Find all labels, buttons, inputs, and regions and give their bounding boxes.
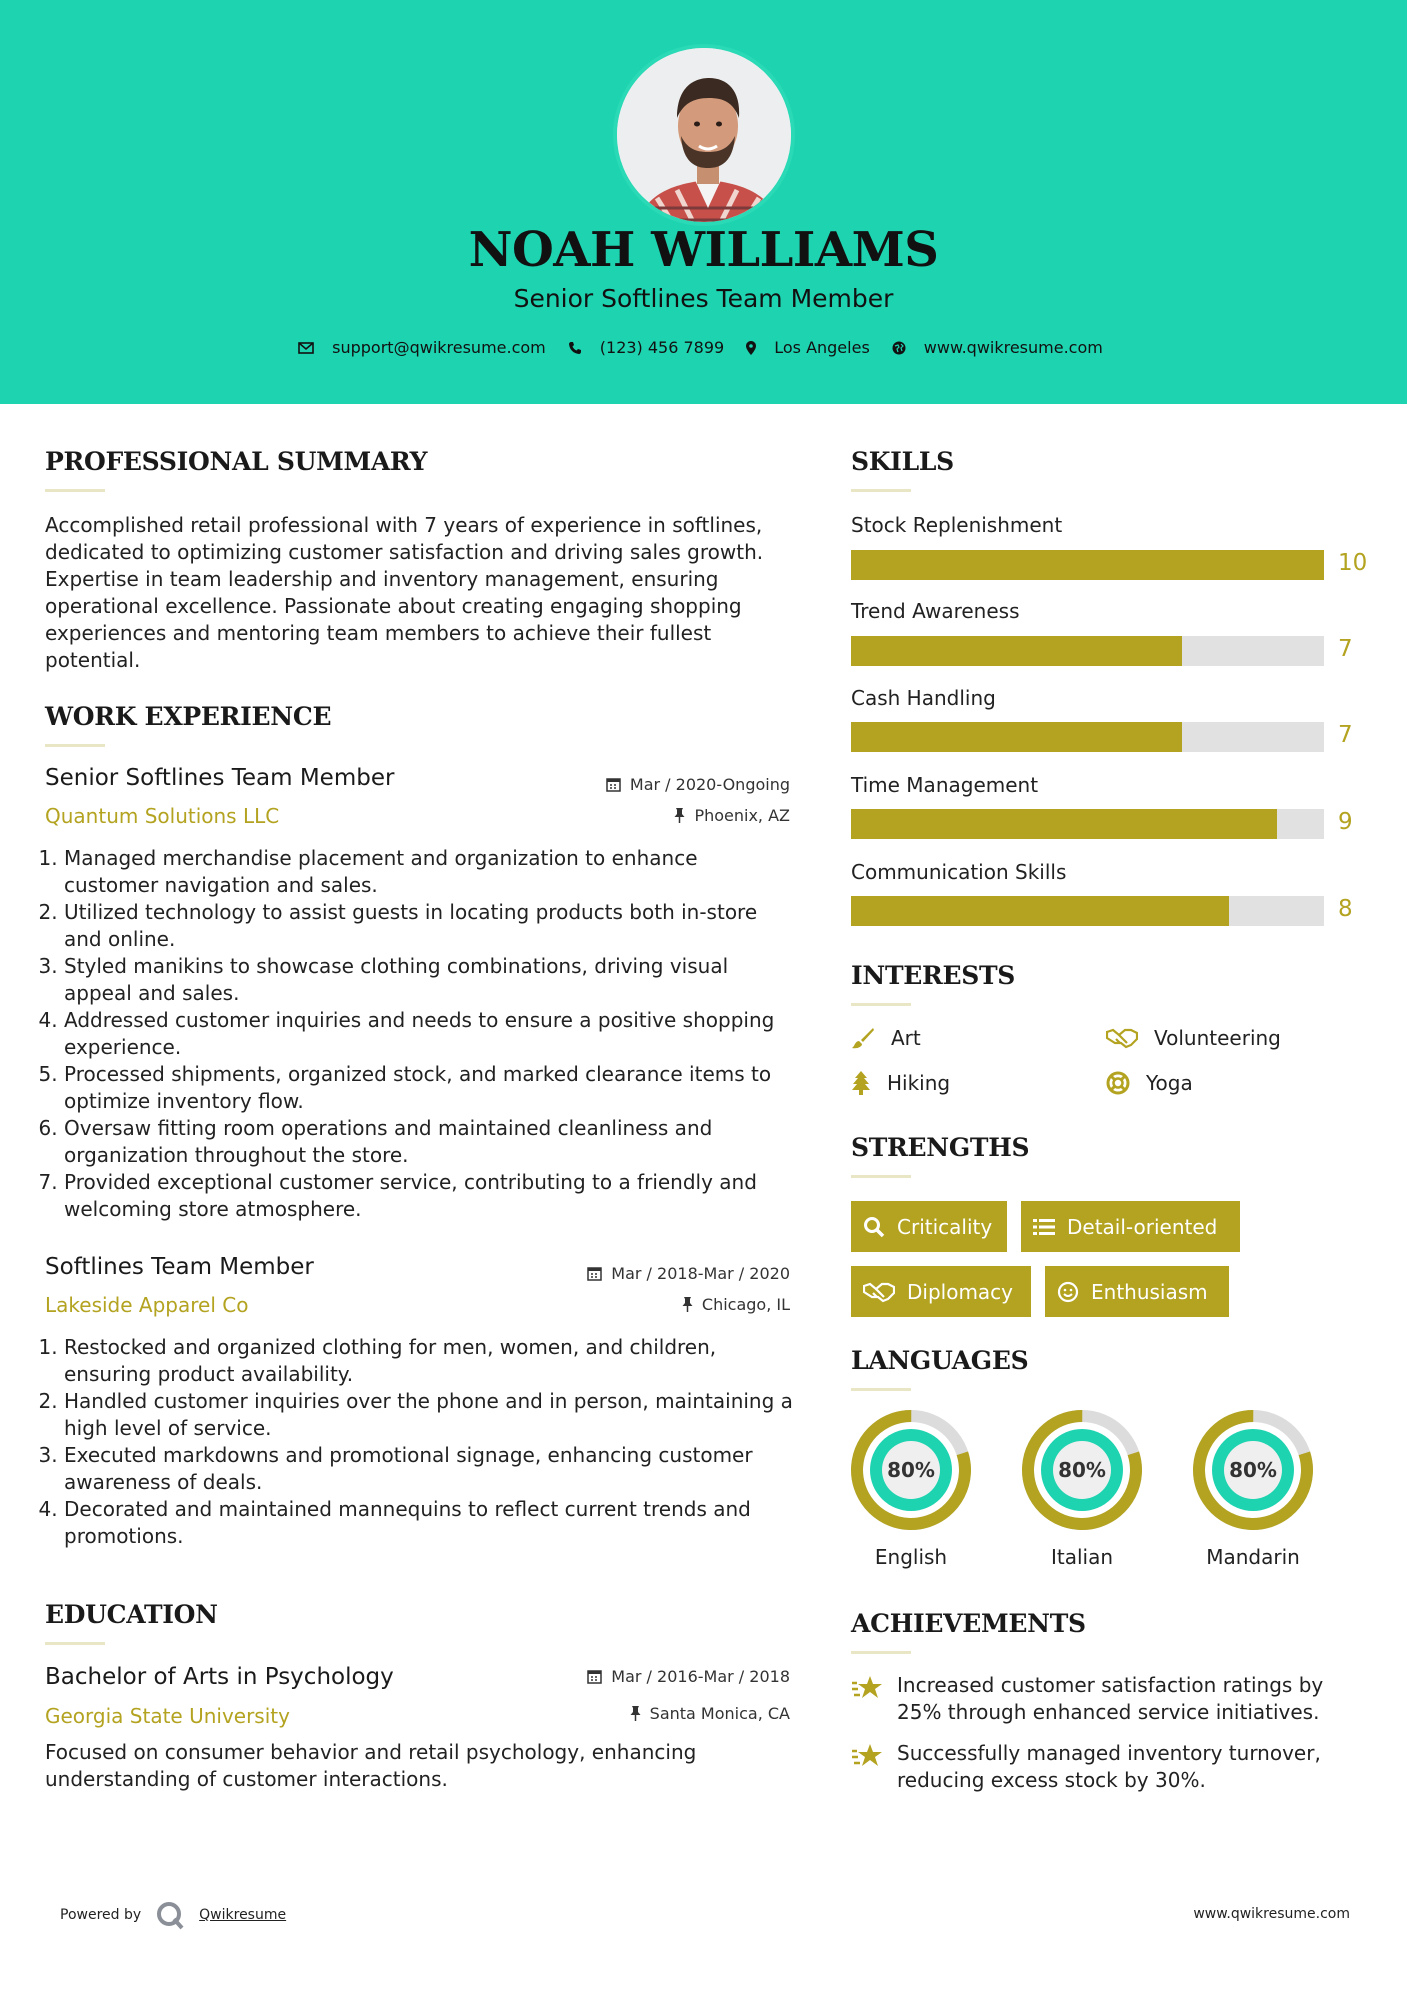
language-percent: 80%	[1229, 1458, 1277, 1482]
job-location: Chicago, IL	[682, 1295, 790, 1314]
skill-value: 7	[1338, 636, 1353, 662]
candidate-name: NOAH WILLIAMS	[468, 222, 939, 278]
experience-heading: WORK EXPERIENCE	[45, 702, 332, 731]
list-item: 4. Addressed customer inquiries and needs to ensure a positive shopping experience.	[64, 1007, 795, 1061]
interest-item: Volunteering	[1106, 1026, 1281, 1050]
education-location: Santa Monica, CA	[630, 1704, 790, 1723]
location-text: Los Angeles	[774, 338, 870, 357]
skill-bar-track	[851, 550, 1324, 580]
skill-bar-track	[851, 896, 1324, 926]
search-icon	[863, 1216, 885, 1238]
interest-item: Yoga	[1106, 1071, 1193, 1095]
interest-item: Hiking	[851, 1071, 950, 1095]
skill-bar-fill	[851, 809, 1277, 839]
skill-label: Time Management	[851, 773, 1039, 797]
language-name: Mandarin	[1206, 1545, 1300, 1569]
skill-label: Cash Handling	[851, 686, 996, 710]
language-gauge	[1192, 1409, 1314, 1535]
job-title: Senior Softlines Team Member	[45, 765, 395, 791]
list-item: 3. Executed markdowns and promotional signage, enhancing customer awareness of deals.	[64, 1442, 795, 1496]
skill-bar-track	[851, 722, 1324, 752]
skill-bar-track	[851, 636, 1324, 666]
list-icon	[1033, 1218, 1055, 1236]
list-item: 1. Managed merchandise placement and organization to enhance customer navigation and sales.	[64, 845, 795, 899]
job-date: Mar / 2018-Mar / 2020	[587, 1264, 790, 1283]
skills-divider	[851, 489, 911, 492]
resume-header	[0, 0, 1407, 404]
email-text: support@qwikresume.com	[332, 338, 546, 357]
language-percent: 80%	[1058, 1458, 1106, 1482]
summary-divider	[45, 489, 105, 492]
skill-bar-fill	[851, 896, 1229, 926]
list-item: 6. Oversaw fitting room operations and maintained cleanliness and organization throughout the store.	[64, 1115, 795, 1169]
list-item: 3. Styled manikins to showcase clothing combinations, driving visual appeal and sales.	[64, 953, 795, 1007]
degree-title: Bachelor of Arts in Psychology	[45, 1664, 394, 1690]
achievement-item: Increased customer satisfaction ratings by 25% through enhanced service initiatives.	[851, 1672, 1351, 1726]
skill-bar-fill	[851, 636, 1182, 666]
skill-bar-fill	[851, 722, 1182, 752]
skill-bar-track	[851, 809, 1324, 839]
education-divider	[45, 1642, 105, 1645]
achievements-heading: ACHIEVEMENTS	[851, 1609, 1086, 1638]
education-heading: EDUCATION	[45, 1600, 218, 1629]
smile-icon	[1057, 1281, 1079, 1303]
summary-text: Accomplished retail professional with 7 years of experience in softlines, dedicated to optimizing customer satisfaction and driving sales growth. Expertise in team leadership and inventory management, ensuring operational excellence. Passionate about creating engaging shopping experiences and mentoring team members to achieve their fullest potential.	[45, 513, 764, 672]
envelope-icon	[298, 342, 314, 354]
calendar-icon	[587, 1266, 602, 1281]
language-gauge	[1021, 1409, 1143, 1535]
achievements-divider	[851, 1651, 911, 1654]
achievement-item: Successfully managed inventory turnover, reducing excess stock by 30%.	[851, 1740, 1351, 1794]
strength-tag: Enthusiasm	[1045, 1266, 1229, 1317]
list-item: 4. Decorated and maintained mannequins to reflect current trends and promotions.	[64, 1496, 795, 1550]
phone-text: (123) 456 7899	[599, 338, 725, 357]
handshake-icon	[863, 1281, 895, 1303]
contact-bar	[0, 338, 1407, 357]
language-ring	[850, 1409, 972, 1531]
interests-divider	[851, 1003, 911, 1006]
school-name: Georgia State University	[45, 1704, 290, 1728]
skill-value: 8	[1338, 896, 1353, 922]
strength-tag: Criticality	[851, 1201, 1007, 1252]
language-name: English	[874, 1545, 948, 1569]
interest-item: Art	[851, 1026, 921, 1050]
skill-label: Communication Skills	[851, 860, 1067, 884]
language-percent: 80%	[887, 1458, 935, 1482]
skill-value: 7	[1338, 722, 1353, 748]
skill-label: Trend Awareness	[851, 599, 1020, 623]
calendar-icon	[587, 1669, 602, 1684]
strengths-heading: STRENGTHS	[851, 1133, 1030, 1162]
languages-heading: LANGUAGES	[851, 1346, 1029, 1375]
strengths-divider	[851, 1175, 911, 1178]
profile-photo	[613, 44, 795, 226]
summary-heading: PROFESSIONAL SUMMARY	[45, 447, 428, 476]
job-bullets	[45, 1334, 795, 1550]
map-marker-icon	[746, 341, 756, 355]
star-icon	[851, 1742, 883, 1770]
contact-website[interactable]	[892, 338, 1103, 357]
pushpin-icon	[682, 1297, 693, 1312]
job-date: Mar / 2020-Ongoing	[606, 775, 790, 794]
lifering-icon	[1106, 1071, 1130, 1095]
contact-location	[746, 338, 870, 357]
star-icon	[851, 1674, 883, 1702]
tree-icon	[851, 1071, 871, 1095]
paintbrush-icon	[851, 1026, 875, 1050]
footer-website[interactable]: www.qwikresume.com	[1193, 1906, 1350, 1922]
language-ring	[1192, 1409, 1314, 1531]
pushpin-icon	[630, 1706, 641, 1721]
interests-heading: INTERESTS	[851, 961, 1016, 990]
list-item: 2. Utilized technology to assist guests in locating products both in-store and online.	[64, 899, 795, 953]
language-gauge	[850, 1409, 972, 1535]
job-bullets	[45, 845, 795, 1223]
list-item: 2. Handled customer inquiries over the phone and in person, maintaining a high level of service.	[64, 1388, 795, 1442]
contact-email[interactable]	[298, 338, 546, 357]
strength-tag: Detail-oriented	[1021, 1201, 1240, 1252]
strength-tag: Diplomacy	[851, 1266, 1031, 1317]
skill-value: 9	[1338, 809, 1353, 835]
languages-divider	[851, 1388, 911, 1391]
language-ring	[1021, 1409, 1143, 1531]
education-text: Focused on consumer behavior and retail psychology, enhancing understanding of customer interactions.	[45, 1740, 697, 1791]
candidate-title: Senior Softlines Team Member	[513, 284, 894, 313]
powered-by-text: Powered by	[60, 1907, 142, 1923]
experience-divider	[45, 744, 105, 747]
qwikresume-logo-icon	[155, 1900, 185, 1930]
education-date: Mar / 2016-Mar / 2018	[587, 1667, 790, 1686]
contact-phone[interactable]	[568, 338, 724, 357]
calendar-icon	[606, 777, 621, 792]
job-company: Quantum Solutions LLC	[45, 804, 280, 828]
language-name: Italian	[1050, 1545, 1114, 1569]
job-location: Phoenix, AZ	[674, 806, 790, 825]
skill-bar-fill	[851, 550, 1324, 580]
skills-heading: SKILLS	[851, 447, 954, 476]
list-item: 7. Provided exceptional customer service, contributing to a friendly and welcoming store atmosphere.	[64, 1169, 795, 1223]
job-title: Softlines Team Member	[45, 1254, 314, 1280]
globe-icon	[892, 341, 906, 355]
handshake-icon	[1106, 1027, 1138, 1049]
footer-powered-by	[60, 1900, 286, 1930]
skill-label: Stock Replenishment	[851, 513, 1063, 537]
skill-value: 10	[1338, 550, 1368, 576]
pushpin-icon	[674, 808, 685, 823]
website-text: www.qwikresume.com	[923, 338, 1103, 357]
list-item: 5. Processed shipments, organized stock, and marked clearance items to optimize inventory flow.	[64, 1061, 795, 1115]
list-item: 1. Restocked and organized clothing for men, women, and children, ensuring product availability.	[64, 1334, 795, 1388]
brand-link[interactable]: Qwikresume	[199, 1907, 287, 1923]
job-company: Lakeside Apparel Co	[45, 1293, 249, 1317]
phone-icon	[568, 341, 582, 355]
